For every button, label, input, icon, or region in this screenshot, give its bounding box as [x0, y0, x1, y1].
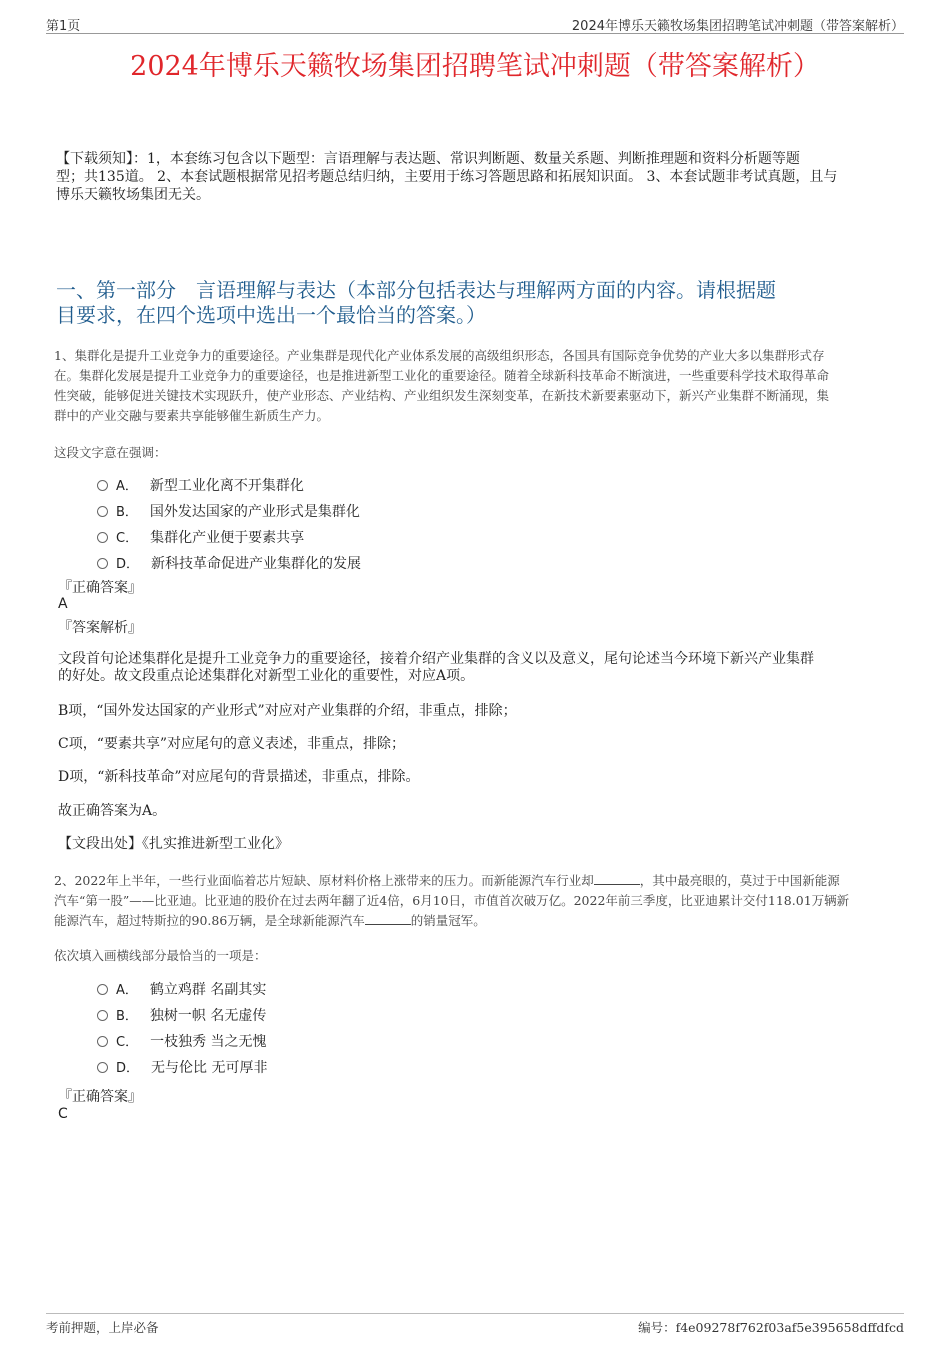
q1-option-d[interactable] — [97, 554, 361, 574]
question-2-prompt: 依次填入画横线部分最恰当的一项是： — [54, 948, 267, 963]
section-heading — [56, 278, 896, 328]
q2-option-a[interactable] — [97, 980, 266, 1000]
notice-line: 型；共135道。 2、本套试题根据常见招考题总结归纳，主要用于练习答题思路和拓展知识面。 3、本套试题非考试真题，且与 — [56, 169, 838, 185]
q1-option-a[interactable] — [97, 476, 304, 496]
option-text: 一枝独秀 当之无愧 — [150, 1034, 267, 1050]
radio-icon[interactable] — [97, 1036, 108, 1047]
stem-line: 群中的产业交融与要素共享能够催生新质生产力。 — [54, 408, 330, 423]
stem-line: 1、集群化是提升工业竞争力的重要途径。产业集群是现代化产业体系发展的高级组织形态，各国具有国际竞争优势的产业大多以集群形式存 — [54, 348, 825, 363]
option-key: B． — [116, 505, 138, 520]
fill-blank — [594, 873, 640, 885]
q2-option-b[interactable] — [97, 1006, 266, 1026]
option-text: 鹤立鸡群 名副其实 — [149, 982, 267, 998]
stem-line: 汽车“第一股”——比亚迪。比亚迪的股价在过去两年翻了近4倍，6月10日，市值首次破万亿。2022年前三季度，比亚迪累计交付118.01万辆新 — [54, 893, 850, 908]
radio-icon[interactable] — [97, 1062, 108, 1073]
radio-icon[interactable] — [97, 506, 108, 517]
option-text: 新型工业化离不开集群化 — [149, 478, 304, 494]
question-1-prompt: 这段文字意在强调： — [54, 445, 167, 460]
footer-slogan: 考前押题，上岸必备 — [46, 1320, 159, 1335]
correct-answer-label: 『正确答案』 — [58, 1089, 142, 1105]
stem-line — [54, 871, 896, 891]
analysis-paragraph — [58, 651, 898, 685]
correct-answer-label: 『正确答案』 — [58, 580, 142, 596]
q2-option-c[interactable] — [97, 1032, 267, 1052]
header-doc-title: 2024年博乐天籁牧场集团招聘笔试冲刺题（带答案解析） — [571, 19, 904, 34]
radio-icon[interactable] — [97, 984, 108, 995]
analysis-line: 文段首句论述集群化是提升工业竞争力的重要途径，接着介绍产业集群的含义以及意义，尾句论述当今环境下新兴产业集群 — [58, 651, 814, 667]
page-header — [46, 15, 904, 34]
analysis-option-c: C项，“要素共享”对应尾句的意义表述，非重点，排除； — [58, 736, 406, 752]
option-key: A． — [116, 983, 138, 998]
option-key: B． — [116, 1009, 138, 1024]
option-key: D． — [116, 557, 140, 572]
option-text: 国外发达国家的产业形式是集群化 — [149, 504, 360, 520]
analysis-label: 『答案解析』 — [58, 620, 142, 636]
option-text: 集群化产业便于要素共享 — [150, 530, 305, 546]
section-heading-line: 目要求，在四个选项中选出一个最恰当的答案。） — [56, 303, 486, 327]
stem-text: 2、2022年上半年，一些行业面临着芯片短缺、原材料价格上涨带来的压力。而新能源汽车行业却 — [54, 873, 594, 888]
section-heading-line: 一、第一部分 言语理解与表达（本部分包括表达与理解两方面的内容。请根据题 — [56, 278, 776, 302]
analysis-option-d: D项，“新科技革命”对应尾句的背景描述，非重点，排除。 — [58, 769, 420, 785]
radio-icon[interactable] — [97, 532, 108, 543]
option-key: D． — [116, 1061, 140, 1076]
option-key: A． — [116, 479, 138, 494]
option-text: 新科技革命促进产业集群化的发展 — [151, 556, 362, 572]
question-2-stem — [54, 871, 896, 931]
q1-option-c[interactable] — [97, 528, 304, 548]
stem-text: ，其中最亮眼的，莫过于中国新能源 — [639, 873, 840, 888]
notice-line: 博乐天籁牧场集团无关。 — [56, 187, 210, 203]
page-footer — [46, 1313, 904, 1334]
page-title: 2024年博乐天籁牧场集团招聘笔试冲刺题（带答案解析） — [130, 51, 820, 82]
option-text: 独树一帜 名无虚传 — [149, 1008, 267, 1024]
option-text: 无与伦比 无可厚非 — [151, 1060, 268, 1076]
radio-icon[interactable] — [97, 558, 108, 569]
analysis-conclusion: 故正确答案为A。 — [58, 803, 167, 819]
correct-answer-value: A — [58, 596, 68, 612]
stem-line — [54, 911, 896, 931]
correct-answer-value: C — [58, 1106, 68, 1122]
q1-option-b[interactable] — [97, 502, 360, 522]
option-key: C． — [116, 1035, 139, 1050]
analysis-line: 的好处。故文段重点论述集群化对新型工业化的重要性，对应A项。 — [58, 668, 475, 684]
notice-line: 【下载须知】：1，本套练习包含以下题型：言语理解与表达题、常识判断题、数量关系题、判断推理题和资料分析题等题 — [56, 151, 800, 167]
stem-text: 的销量冠军。 — [410, 913, 486, 928]
document-id: 编号：f4e09278f762f03af5e395658dffdfcd — [638, 1320, 904, 1335]
passage-source: 【文段出处】《扎实推进新型工业化》 — [58, 836, 289, 852]
download-notice — [56, 150, 898, 204]
question-1-stem — [54, 346, 896, 426]
radio-icon[interactable] — [97, 1010, 108, 1021]
stem-text: 能源汽车，超过特斯拉的90.86万辆，是全球新能源汽车 — [54, 913, 365, 928]
stem-line: 在。集群化发展是提升工业竞争力的重要途径，也是推进新型工业化的重要途径。随着全球新科技革命不断演进，一些重要科学技术取得革命 — [54, 368, 830, 383]
page-number: 第1页 — [46, 19, 81, 34]
stem-line: 性突破，能够促进关键技术实现跃升，使产业形态、产业结构、产业组织发生深刻变革，在新技术新要素驱动下，新兴产业集群不断涌现，集 — [54, 388, 830, 403]
analysis-option-b: B项，“国外发达国家的产业形式”对应对产业集群的介绍，非重点，排除； — [58, 703, 517, 719]
q2-option-d[interactable] — [97, 1058, 267, 1078]
radio-icon[interactable] — [97, 480, 108, 491]
option-key: C． — [116, 531, 139, 546]
fill-blank — [365, 913, 411, 925]
